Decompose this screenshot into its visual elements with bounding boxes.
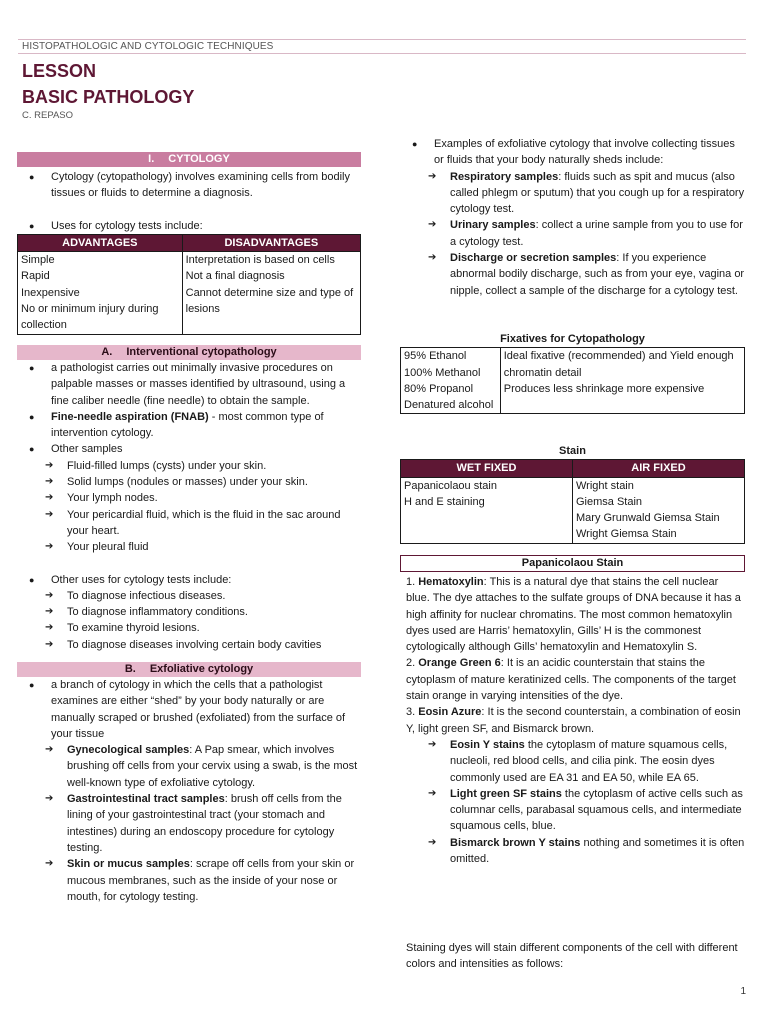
list-item: ● Examples of exfoliative cytology that involve collecting tissues or fluids that your body naturally sheds include:	[400, 136, 745, 169]
table-cell-line: Simple	[21, 254, 55, 267]
item-number: 2.	[406, 657, 419, 670]
table-header: AIR FIXED	[573, 460, 745, 477]
cytology-uses-list	[17, 218, 361, 234]
table-cell-line: Wright stain	[576, 479, 634, 492]
course-title: HISTOPATHOLOGIC AND CYTOLOGIC TECHNIQUES	[22, 41, 274, 52]
fixatives-notes-cell	[500, 348, 744, 414]
orange-green-paragraph	[400, 655, 745, 704]
exfoliative-list	[17, 677, 361, 742]
hematoxylin-paragraph	[400, 574, 745, 655]
list-item: ➔ To diagnose infectious diseases.	[17, 588, 361, 604]
term: Skin or mucus samples	[67, 858, 190, 871]
lesson-label: LESSON	[22, 61, 97, 81]
list-item	[400, 169, 745, 218]
interventional-list	[17, 360, 361, 458]
papanicolaou-section	[400, 555, 745, 867]
list-item: ● Other samples	[17, 441, 361, 457]
author: C. REPASO	[22, 110, 74, 121]
definition: : It is an acidic counterstain that stains the cytoplasm of mature keratinized cells. The components of the target stain orange in varying intensities of the dye.	[406, 657, 736, 703]
term: Eosin Y stains	[450, 738, 525, 751]
definition: the cytoplasm of mature squamous cells, nucleoli, red blood cells, and cilia pink. The eosin dyes commonly used are EA 31 and EA 50, while EA 65.	[450, 738, 728, 784]
table-row	[18, 252, 361, 334]
subsection-title: Exfoliative cytology	[149, 663, 254, 675]
table-header-row	[401, 460, 745, 477]
stain-section	[400, 443, 745, 544]
list-item	[400, 737, 745, 786]
table-header-row	[18, 234, 361, 251]
table-cell-line: Papanicolaou stain	[404, 479, 497, 492]
natural-exfoliation	[400, 136, 745, 299]
table-cell-line: Rapid	[21, 270, 50, 283]
table-cell-line: Giemsa Stain	[576, 495, 643, 508]
table-cell-line: Produces less shrinkage more expensive	[503, 382, 705, 395]
definition: the cytoplasm of active cells such as columnar cells, parabasal squamous cells, and intermediate squamous cells, blue.	[450, 787, 743, 833]
term: Light green SF stains	[450, 787, 562, 800]
page-number: 1	[740, 986, 746, 997]
stain-table	[400, 459, 745, 543]
exfoliative-section	[17, 662, 361, 905]
list-item	[17, 856, 361, 905]
definition: nothing and sometimes it is often omitted.	[450, 836, 745, 866]
term: Bismarck brown Y stains	[450, 836, 581, 849]
item-number: 1.	[406, 576, 419, 588]
definition: : If you experience abnormal bodily discharge, such as from your eye, vagina or nipple, collect a sample of the discharge for a cytology test.	[450, 252, 745, 297]
table-cell-line: Mary Grunwald Giemsa Stain	[576, 512, 720, 525]
section-title: CYTOLOGY	[168, 153, 230, 165]
subsection-heading-interventional	[17, 345, 361, 360]
advantages-cell	[18, 252, 183, 334]
table-cell-line: No or minimum injury during collection	[21, 303, 159, 332]
fixatives-table	[400, 347, 745, 414]
wet-fixed-cell	[401, 477, 573, 543]
table-header: DISADVANTAGES	[182, 234, 360, 251]
air-fixed-cell	[573, 477, 745, 543]
list-item	[17, 742, 361, 791]
term: Gastrointestinal tract samples	[67, 793, 225, 806]
section-heading-cytology	[17, 152, 361, 167]
list-item	[400, 835, 745, 868]
term: Orange Green 6	[418, 657, 501, 670]
term: Gynecological samples	[67, 744, 190, 757]
table-row	[401, 348, 745, 414]
list-item	[17, 791, 361, 856]
fixatives-caption: Fixatives for Cytopathology	[500, 333, 645, 345]
eosin-azure-paragraph	[400, 704, 745, 737]
header-rule-lower	[18, 53, 746, 54]
table-cell-line: Wright Giemsa Stain	[576, 528, 677, 541]
definition: : A Pap smear, which involves brushing off cells from your cervix using a swab, is the most well-known type of exfoliative cytology.	[67, 744, 358, 789]
table-cell-line: 80% Propanol	[404, 382, 474, 395]
list-item: ➔ To diagnose inflammatory conditions.	[17, 604, 361, 620]
stain-caption: Stain	[559, 445, 586, 457]
subsection-heading-exfoliative	[17, 662, 361, 677]
subsection-title: Interventional cytopathology	[126, 346, 277, 358]
closing-paragraph: Staining dyes will stain different components of the cell with different colors and intensities as follows:	[406, 942, 738, 971]
term: Hematoxylin	[418, 576, 484, 588]
list-item	[400, 786, 745, 835]
uses-list	[17, 588, 361, 653]
papanicolaou-heading: Papanicolaou Stain	[400, 555, 745, 572]
definition: : collect a urine sample from you to use for a cytology test.	[450, 219, 743, 248]
lesson-title	[22, 58, 194, 110]
list-item: ➔ To examine thyroid lesions.	[17, 620, 361, 636]
term: Urinary samples	[450, 219, 536, 232]
other-uses-list	[17, 572, 361, 588]
table-cell-line: Inexpensive	[21, 286, 80, 299]
fixatives-section	[400, 331, 745, 414]
interventional-section	[17, 345, 361, 653]
list-item: ● Uses for cytology tests include:	[17, 218, 361, 234]
cytology-intro-list	[17, 169, 361, 202]
table-cell-line: Interpretation is based on cells	[185, 254, 335, 267]
list-item: ● Cytology (cytopathology) involves examining cells from bodily tissues or fluids to determine a diagnosis.	[17, 169, 361, 202]
samples-list	[17, 458, 361, 556]
eosin-azure-components	[400, 737, 745, 867]
definition: : fluids such as spit and mucus (also called phlegm or sputum) that you cough up for a respiratory cytology test.	[450, 170, 745, 216]
list-item: ➔ Your pleural fluid	[17, 539, 361, 555]
definition: : scrape off cells from your skin or mucous membranes, such as the inside of your nose or mouth, for cytology testing.	[67, 858, 355, 903]
table-cell-line: 100% Methanol	[404, 366, 481, 379]
table-cell-line: Not a final diagnosis	[185, 270, 285, 283]
table-cell-line: Denatured alcohol	[404, 399, 494, 412]
list-item: ➔ Solid lumps (nodules or masses) under your skin.	[17, 474, 361, 490]
disadvantages-cell	[182, 252, 360, 334]
subsection-letter: B.	[124, 663, 136, 675]
definition: : brush off cells from the lining of your gastrointestinal tract (your stomach and intestines) during an endoscopy procedure for cytology testing.	[67, 793, 342, 854]
advantages-table	[17, 234, 361, 335]
natural-intro-list	[400, 136, 745, 169]
list-item: ● a pathologist carries out minimally invasive procedures on palpable masses or masses identified by ultrasound, using a fine caliber needle (fine needle) to obtain the sample.	[17, 360, 361, 409]
natural-samples-list	[400, 169, 745, 299]
table-row	[401, 477, 745, 543]
list-item: ➔ To diagnose diseases involving certain body cavities	[17, 637, 361, 653]
header-rule	[18, 39, 746, 40]
list-item: ➔ Your lymph nodes.	[17, 490, 361, 506]
term: Discharge or secretion samples	[450, 252, 617, 265]
table-header: WET FIXED	[401, 460, 573, 477]
table-cell-line: Cannot determine size and type of lesions	[185, 286, 354, 316]
list-item	[400, 250, 745, 299]
table-cell-line: Ideal fixative (recommended) and Yield enough chromatin detail	[503, 350, 734, 379]
table-header: ADVANTAGES	[18, 234, 183, 251]
table-cell-line: H and E staining	[404, 495, 485, 508]
subsection-letter: A.	[101, 346, 113, 358]
exfoliative-samples-list	[17, 742, 361, 905]
list-item: ● Other uses for cytology tests include:	[17, 572, 361, 588]
lesson-name: BASIC PATHOLOGY	[22, 87, 195, 107]
term: Fine-needle aspiration (FNAB)	[51, 410, 209, 423]
list-item	[400, 217, 745, 250]
table-cell-line: 95% Ethanol	[404, 350, 467, 363]
list-item	[17, 409, 361, 442]
cytology-section	[17, 152, 361, 335]
list-item: ➔ Fluid-filled lumps (cysts) under your skin.	[17, 458, 361, 474]
definition: - most common type of intervention cytology.	[51, 410, 324, 440]
term: Respiratory samples	[450, 170, 559, 183]
definition: : This is a natural dye that stains the cell nuclear blue. The dye attaches to the sulfate groups of DNA because it has a high affinity for nuclear chromatins. The most common hematoxylin dyes used are Harris’ hematoxylin, Gills’ H is the commonest cytologically although Gills’ hematoxylin and Hematoxylin S.	[406, 576, 741, 654]
section-number: I.	[148, 153, 155, 165]
definition: : It is the second counterstain, a combination of eosin Y, light green SF, and Bismarck brown.	[406, 706, 741, 735]
term: Eosin Azure	[418, 706, 482, 719]
item-number: 3.	[406, 706, 419, 719]
list-item: ➔ Your pericardial fluid, which is the fluid in the sac around your heart.	[17, 507, 361, 540]
list-item: ● a branch of cytology in which the cells that a pathologist examines are either “shed” by your body naturally or are manually scraped or brushed (exfoliated) from the surface of your tissue	[17, 677, 361, 742]
fixatives-list-cell	[401, 348, 501, 414]
